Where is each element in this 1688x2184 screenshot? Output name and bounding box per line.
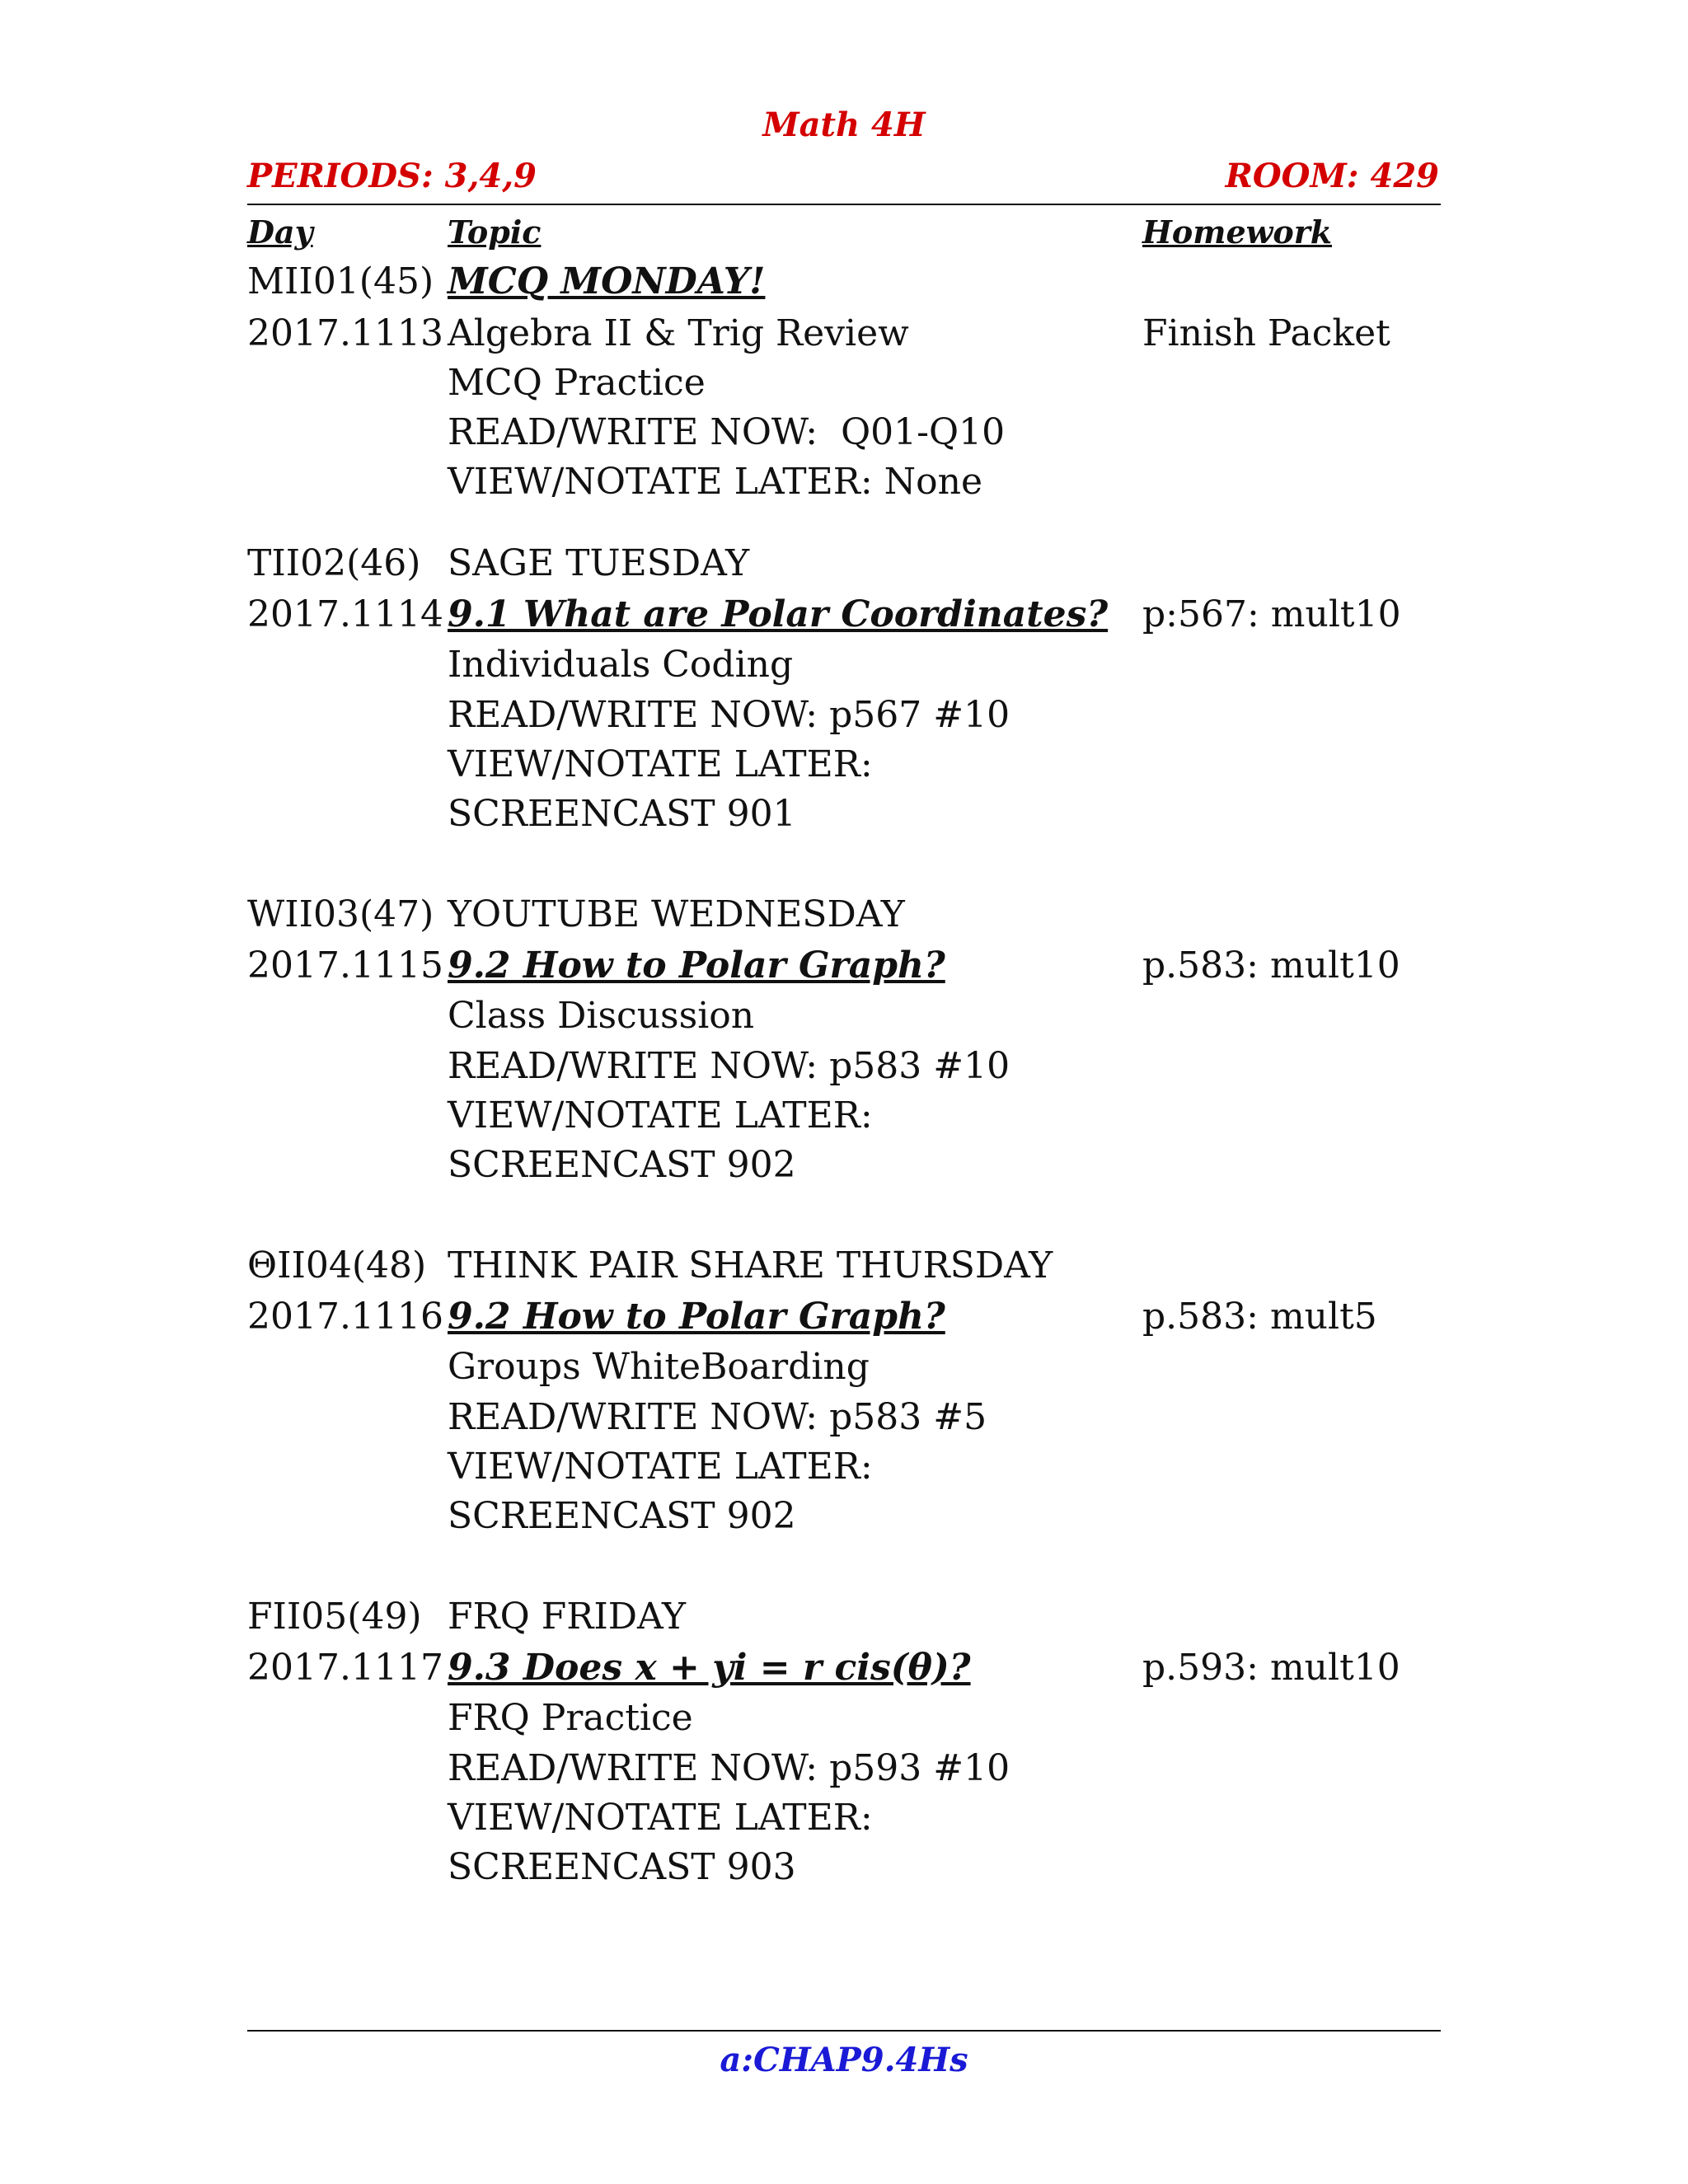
topic-title: 9.1 What are Polar Coordinates? (448, 593, 1109, 635)
day-date: 2017.1114 (247, 593, 443, 635)
view-notate-later: VIEW/NOTATE LATER: None (448, 461, 983, 503)
activity: Individuals Coding (448, 644, 794, 686)
topic-title: Algebra II & Trig Review (448, 312, 909, 354)
topic-title: 9.2 How to Polar Graph? (448, 944, 945, 987)
activity: Groups WhiteBoarding (448, 1346, 870, 1388)
activity: FRQ Practice (448, 1697, 693, 1739)
day-code: TII02(46) (247, 542, 421, 584)
column-header-day: Day (247, 213, 313, 251)
column-header-topic: Topic (448, 213, 542, 251)
day-theme: THINK PAIR SHARE THURSDAY (448, 1244, 1053, 1286)
view-notate-later: VIEW/NOTATE LATER: (448, 1797, 873, 1839)
screencast: SCREENCAST 901 (448, 793, 796, 835)
homework-assignment: p.593: mult10 (1142, 1647, 1400, 1689)
course-title: Math 4H (762, 105, 926, 144)
header-divider (247, 204, 1441, 205)
read-write-now: READ/WRITE NOW: Q01-Q10 (448, 411, 1006, 453)
day-code: FII05(49) (247, 1596, 422, 1638)
activity: Class Discussion (448, 995, 755, 1037)
homework-assignment: p.583: mult5 (1142, 1296, 1377, 1338)
column-header-homework: Homework (1142, 213, 1333, 251)
day-date: 2017.1116 (247, 1296, 443, 1338)
topic-title: 9.2 How to Polar Graph? (448, 1296, 945, 1338)
day-theme: FRQ FRIDAY (448, 1596, 687, 1638)
screencast: SCREENCAST 903 (448, 1846, 796, 1888)
day-code: WII03(47) (247, 893, 434, 935)
day-date: 2017.1113 (247, 312, 443, 354)
periods-label: PERIODS: 3,4,9 (247, 157, 537, 195)
read-write-now: READ/WRITE NOW: p567 #10 (448, 694, 1010, 736)
day-theme: YOUTUBE WEDNESDAY (448, 893, 905, 935)
footer-divider (247, 2030, 1441, 2032)
homework-assignment: p:567: mult10 (1142, 593, 1401, 635)
room-label: ROOM: 429 (1225, 157, 1439, 195)
activity: MCQ Practice (448, 362, 706, 404)
topic-title: 9.3 Does x + yi = r cis(θ)? (448, 1647, 971, 1689)
view-notate-later: VIEW/NOTATE LATER: (448, 1446, 873, 1488)
day-code: MII01(45) (247, 260, 434, 302)
read-write-now: READ/WRITE NOW: p593 #10 (448, 1747, 1010, 1789)
homework-assignment: p.583: mult10 (1142, 944, 1400, 987)
day-date: 2017.1117 (247, 1647, 443, 1689)
footer-file-label: a:CHAP9.4Hs (720, 2041, 968, 2079)
day-theme: SAGE TUESDAY (448, 542, 750, 584)
day-theme: MCQ MONDAY! (448, 260, 766, 302)
day-date: 2017.1115 (247, 944, 443, 987)
screencast: SCREENCAST 902 (448, 1144, 796, 1186)
homework-assignment: Finish Packet (1142, 312, 1390, 354)
screencast: SCREENCAST 902 (448, 1495, 796, 1537)
view-notate-later: VIEW/NOTATE LATER: (448, 1094, 873, 1137)
read-write-now: READ/WRITE NOW: p583 #5 (448, 1396, 987, 1438)
read-write-now: READ/WRITE NOW: p583 #10 (448, 1045, 1010, 1087)
day-code: ΘII04(48) (247, 1244, 427, 1286)
view-notate-later: VIEW/NOTATE LATER: (448, 743, 873, 785)
